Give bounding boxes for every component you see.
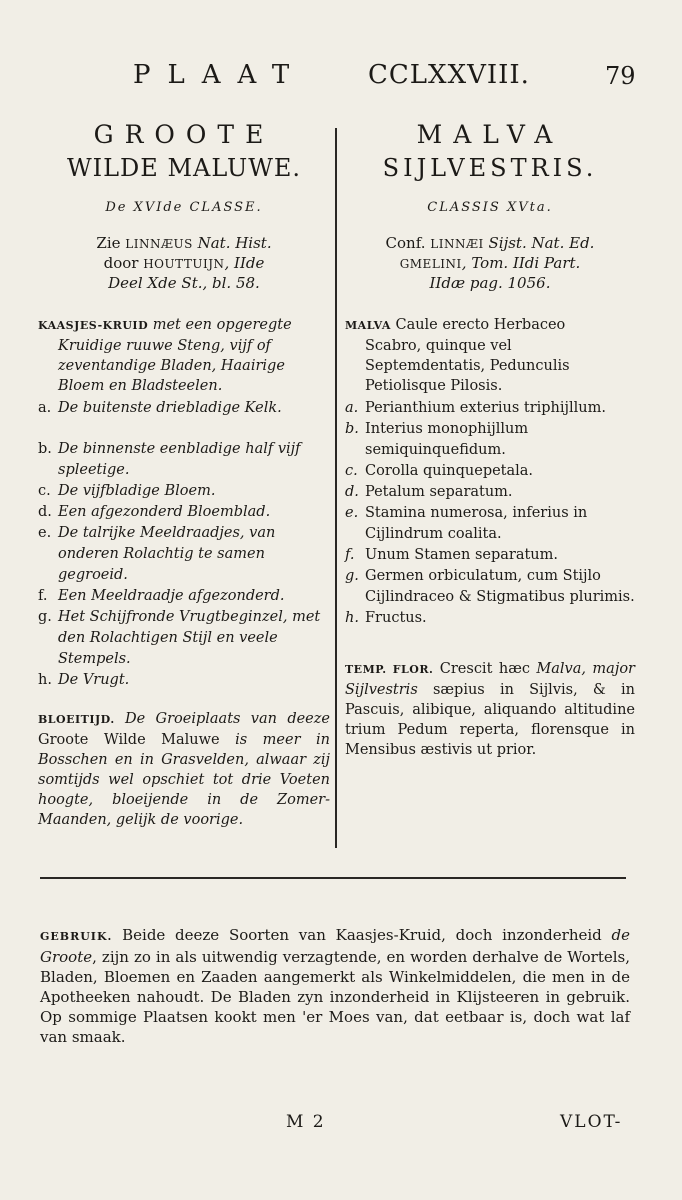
item-text: Stamina numerosa, inferius in Cijlindrum coalita. bbox=[365, 505, 588, 542]
item-text: De Vrugt. bbox=[58, 672, 130, 688]
ref-author: GMELINI bbox=[399, 257, 462, 271]
ref-text: Nat. Hist. bbox=[192, 234, 272, 252]
catchword: VLOT- bbox=[560, 1112, 623, 1132]
item-label: a. bbox=[38, 400, 52, 416]
desc-continuation: Scabro, quinque vel Septemdentatis, Pedunculis Petiolisque Pilosis. bbox=[365, 338, 570, 394]
latin-column bbox=[345, 120, 635, 760]
latin-title-line1: MALVA bbox=[416, 120, 564, 149]
latin-reference bbox=[345, 234, 635, 293]
ref-text: Deel Xde St., bl. 58. bbox=[108, 274, 260, 292]
desc-lead: MALVA bbox=[345, 319, 391, 332]
running-header bbox=[0, 52, 682, 92]
desc-text: met een opgeregte bbox=[148, 317, 292, 333]
paragraph-text: Groote Wilde Maluwe bbox=[38, 732, 220, 748]
ref-text: door bbox=[103, 254, 144, 272]
item-label: b. bbox=[38, 441, 52, 457]
item-label: h. bbox=[345, 610, 359, 626]
item-text: Corolla quinquepetala. bbox=[365, 463, 534, 479]
paragraph-text: Crescit hæc bbox=[433, 661, 537, 677]
dutch-reference bbox=[38, 234, 330, 293]
list-item bbox=[38, 670, 330, 691]
dutch-description bbox=[38, 315, 330, 396]
latin-item-list bbox=[345, 398, 635, 629]
item-text: De talrijke Meeldraadjes, van onderen Rolachtig te samen gegroeid. bbox=[58, 525, 276, 583]
dutch-column bbox=[38, 120, 330, 830]
list-item bbox=[38, 398, 330, 419]
paragraph-text: Malva, major Sijlvestris bbox=[345, 661, 635, 698]
item-label: c. bbox=[38, 483, 51, 499]
list-item bbox=[38, 502, 330, 523]
item-label: e. bbox=[345, 505, 359, 521]
list-item bbox=[38, 523, 330, 586]
paragraph-lead: BLOEITIJD. bbox=[38, 713, 115, 726]
paragraph-lead: TEMP. FLOR. bbox=[345, 663, 434, 676]
item-text: De buitenste driebladige Kelk. bbox=[58, 400, 282, 416]
column-divider bbox=[335, 128, 337, 848]
page-number: 79 bbox=[605, 62, 636, 90]
item-label: f. bbox=[345, 547, 355, 563]
ref-author: LINNÆUS bbox=[125, 237, 193, 251]
ref-text: IIdæ pag. 1056. bbox=[429, 274, 551, 292]
item-label: d. bbox=[38, 504, 52, 520]
list-item bbox=[345, 545, 635, 566]
ref-author: HOUTTUIJN bbox=[143, 257, 225, 271]
item-text: Petalum separatum. bbox=[365, 484, 513, 500]
paragraph-text: sæpius in Sijlvis, & in Pascuis, alibique, aliquando altitudine trium Pedum reperta, florensque in Mensibus æstivis ut prior. bbox=[345, 682, 635, 758]
item-text: Germen orbiculatum, cum Stijlo Cijlindraceo & Stigmatibus plurimis. bbox=[365, 568, 635, 605]
item-label: b. bbox=[345, 421, 359, 437]
ref-author: LINNÆI bbox=[430, 237, 484, 251]
latin-title-line2: SIJLVESTRIS. bbox=[382, 154, 598, 182]
dutch-class-line: De XVIde CLASSE. bbox=[105, 200, 263, 215]
item-text: Het Schijfronde Vrugtbeginzel, met den Rolachtigen Stijl en veele Stempels. bbox=[58, 609, 321, 667]
item-label: e. bbox=[38, 525, 52, 541]
item-text: Fructus. bbox=[365, 610, 427, 626]
latin-description bbox=[345, 315, 635, 396]
paragraph-text: De Groeiplaats van deeze bbox=[114, 711, 330, 727]
list-item bbox=[38, 439, 330, 481]
usage-paragraph bbox=[40, 925, 630, 1047]
dutch-title-line2: WILDE MALUWE. bbox=[66, 154, 302, 182]
desc-lead: KAASJES-KRUID bbox=[38, 319, 149, 332]
item-label: d. bbox=[345, 484, 359, 500]
list-item bbox=[345, 398, 635, 419]
item-label: f. bbox=[38, 588, 48, 604]
item-label: h. bbox=[38, 672, 52, 688]
paragraph-text: is meer in Bosschen en in Grasvelden, alwaar zij somtijds wel opschiet tot drie Voeten hoogte, bloeijende in de Zomer-Maanden, gelijk de voorige. bbox=[38, 732, 330, 828]
ref-text: Zie bbox=[96, 234, 126, 252]
latin-class-line: CLASSIS XVta. bbox=[427, 200, 553, 215]
item-text: Perianthium exterius triphijllum. bbox=[365, 400, 606, 416]
dutch-title-line1: GROOTE bbox=[93, 120, 275, 149]
ref-text: , IIde bbox=[224, 254, 265, 272]
item-text: De vijfbladige Bloem. bbox=[58, 483, 216, 499]
ref-text: Sijst. Nat. Ed. bbox=[483, 234, 595, 252]
list-item bbox=[345, 419, 635, 461]
item-label: a. bbox=[345, 400, 359, 416]
item-text: Interius monophijllum semiquinquefidum. bbox=[365, 421, 529, 458]
list-item bbox=[345, 461, 635, 482]
ref-text: Conf. bbox=[385, 234, 431, 252]
signature-mark: M 2 bbox=[286, 1112, 326, 1132]
desc-text: Caule erecto Herbaceo bbox=[390, 317, 566, 333]
list-item bbox=[38, 586, 330, 607]
list-item bbox=[38, 481, 330, 502]
dutch-item-list bbox=[38, 398, 330, 691]
desc-continuation: Kruidige ruuwe Steng, vijf of zeventandige Bladen, Haairige Bloem en Bladsteelen. bbox=[58, 338, 285, 394]
ref-text: , Tom. IIdi Part. bbox=[461, 254, 581, 272]
list-item bbox=[38, 607, 330, 670]
item-text: De binnenste eenbladige half vijf spleetige. bbox=[58, 441, 301, 478]
item-text: Een Meeldraadje afgezonderd. bbox=[58, 588, 285, 604]
item-label: g. bbox=[345, 568, 359, 584]
list-item bbox=[345, 482, 635, 503]
list-item bbox=[345, 608, 635, 629]
latin-flowering-paragraph bbox=[345, 659, 635, 760]
plaat-label: PLAAT bbox=[133, 60, 307, 90]
plate-number: CCLXXVIII. bbox=[368, 60, 530, 90]
dutch-flowering-paragraph bbox=[38, 709, 330, 830]
list-item bbox=[345, 503, 635, 545]
item-label: c. bbox=[345, 463, 358, 479]
list-item bbox=[345, 566, 635, 608]
paragraph-text: de Groote bbox=[40, 926, 630, 966]
paragraph-text: , zijn zo in als uitwendig verzagtende, en worden derhalve de Wortels, Bladen, Bloemen en Zaaden aangemerkt als Winkelmiddelen, die men in de Apotheeken nahoudt. De Bladen zyn inzonderheid in Klijsteeren in gebruik. Op sommige Plaatsen kookt men 'er Moes van, dat eetbaar is, doch wat laf van smaak. bbox=[40, 948, 630, 1046]
item-label: g. bbox=[38, 609, 52, 625]
paragraph-lead: GEBRUIK. bbox=[40, 930, 113, 943]
item-text: Unum Stamen separatum. bbox=[365, 547, 558, 563]
item-text: Een afgezonderd Bloemblad. bbox=[58, 504, 271, 520]
horizontal-rule bbox=[40, 877, 626, 879]
paragraph-text: Beide deeze Soorten van Kaasjes-Kruid, doch inzonderheid bbox=[112, 926, 612, 944]
